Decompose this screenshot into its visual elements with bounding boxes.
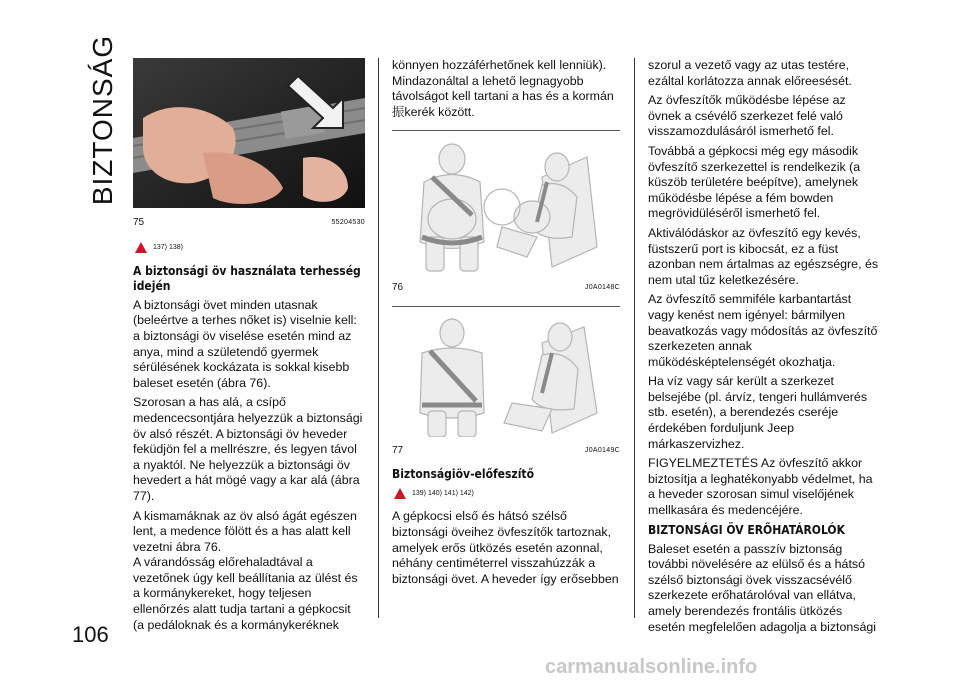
warning-triangle-icon — [394, 488, 406, 499]
divider — [392, 306, 620, 307]
warning-refs — [394, 486, 620, 502]
column-2 — [392, 58, 620, 591]
warning-ref-text: 137) 138) — [153, 244, 183, 252]
paragraph: Az övfeszítő semmiféle karbantartást vagy kenést nem igényel: bármilyen beavatkozás vagy módosítás az övfeszítő szerkezeten annak működésképtelenségét okozhatja. — [648, 292, 878, 369]
figure-number: 77 — [392, 445, 404, 457]
column-divider-1 — [378, 58, 379, 618]
figure-number: 76 — [392, 281, 404, 293]
figure-code: J0A0149C — [584, 447, 620, 455]
divider — [392, 130, 620, 131]
figure-76 — [392, 137, 620, 295]
paragraph: Aktiválódáskor az övfeszítő egy kevés, füstszerű port is kibocsát, ez a füst azonban nem ártalmas az egészségre, és nem utal tűz keletkezésére. — [648, 225, 879, 287]
paragraph: A kismamáknak az öv alsó ágát egészen lent, a medence fölött és a has alatt kell vezetni ábra 76. — [133, 508, 357, 554]
paragraph: szorul a vezető vagy az utas testére, ezáltal korlátozza annak előreesését. — [648, 58, 852, 88]
section-heading: BIZTONSÁGI ÖV ERŐHATÁROLÓK — [648, 522, 845, 537]
section-heading: A biztonsági öv használata terhesség idején — [133, 263, 361, 293]
section-title-vertical — [83, 34, 123, 206]
seatbelt-position-illustration — [392, 313, 620, 437]
column-divider-2 — [634, 58, 635, 618]
paragraph: A biztonsági övet minden utasnak (beleértve a terhes nőket is) viselnie kell: a biztonsági öv viselése esetén mind az anya, mind a születendő gyermek sérülésének kockázata is sokkal kisebb baleset esetén (ábra 76). — [133, 297, 357, 390]
warning-triangle-icon — [135, 242, 147, 253]
column-3 — [648, 58, 880, 639]
section-title: BIZTONSÁG — [87, 34, 119, 206]
figure-77 — [392, 313, 620, 459]
figure-code: 55204530 — [331, 218, 365, 226]
warning-ref-text: 139) 140) 141) 142) — [412, 489, 474, 497]
figure-code: J0A0148C — [584, 283, 620, 291]
figure-number: 75 — [133, 216, 145, 228]
paragraph: Baleset esetén a passzív biztonság további növelésére az elülső és a hátsó szélső biztonsági övek visszacsévélő szerkezete erőhatárolóval van ellátva, amely berendezés frontális ütközés esetén megfelelően adagolja a biztonsági — [648, 541, 877, 634]
column-1 — [133, 58, 365, 637]
section-heading: Biztonságiöv-előfeszítő — [392, 466, 534, 481]
paragraph: A várandósság előrehaladtával a vezetőnek úgy kell beállítania az ülést és a kormánykereket, hogy teljesen ellenőrzés alatt tudja tartani a gépkocsit (a pedáloknak és a kormánykeréknek — [133, 555, 358, 632]
paragraph: Továbbá a gépkocsi még egy második övfeszítő szerkezettel is rendelkezik (a küszöb területére beépítve), amelynek működésbe lépése a fém bowden megrövidüléséről ismerhető fel. — [648, 143, 861, 221]
paragraph: FIGYELMEZTETÉS Az övfeszítő akkor biztosítja a leghatékonyabb védelmet, ha a heveder szorosan simul viselőjének mellkasára és medencéjére. — [648, 456, 873, 518]
figure-75 — [133, 58, 365, 230]
page-number: 106 — [72, 622, 109, 647]
warning-refs — [135, 240, 365, 256]
paragraph: könnyen hozzáférhetőnek kell lenniük). Mindazonáltal a lehető legnagyobb távolságot kell tartani a has és a kormán振kerék között. — [392, 58, 614, 119]
paragraph: Az övfeszítők működésbe lépése az övnek a csévélő szerkezet felé való visszamozdulásáról ismerhető fel. — [648, 93, 846, 139]
paragraph: Ha víz vagy sár került a szerkezet belsejébe (pl. árvíz, tengeri hullámverés stb. esetén), a berendezés cseréje érdekében forduljunk Jeep márkaszervizhez. — [648, 374, 868, 451]
watermark: carmanualsonline.info — [545, 656, 758, 678]
pregnant-seatbelt-illustration — [392, 137, 620, 273]
seatbelt-buckle-photo — [133, 58, 365, 208]
paragraph: Szorosan a has alá, a csípő medencecsontjára helyezzük a biztonsági öv alsó részét. A biztonsági öv heveder feküdjön fel a mellrészre, és legyen távol a nyaktól. Ne helyezzük a biztonsági öv hevedert a hát mögé vagy a kar alá (ábra 77). — [133, 395, 363, 503]
paragraph: A gépkocsi első és hátsó szélső biztonsági öveihez övfeszítők tartoznak, amelyek erős ütközés esetén azonnal, néhány centiméterrel visszahúzzák a biztonsági övet. A heveder így erősebben — [392, 509, 619, 586]
